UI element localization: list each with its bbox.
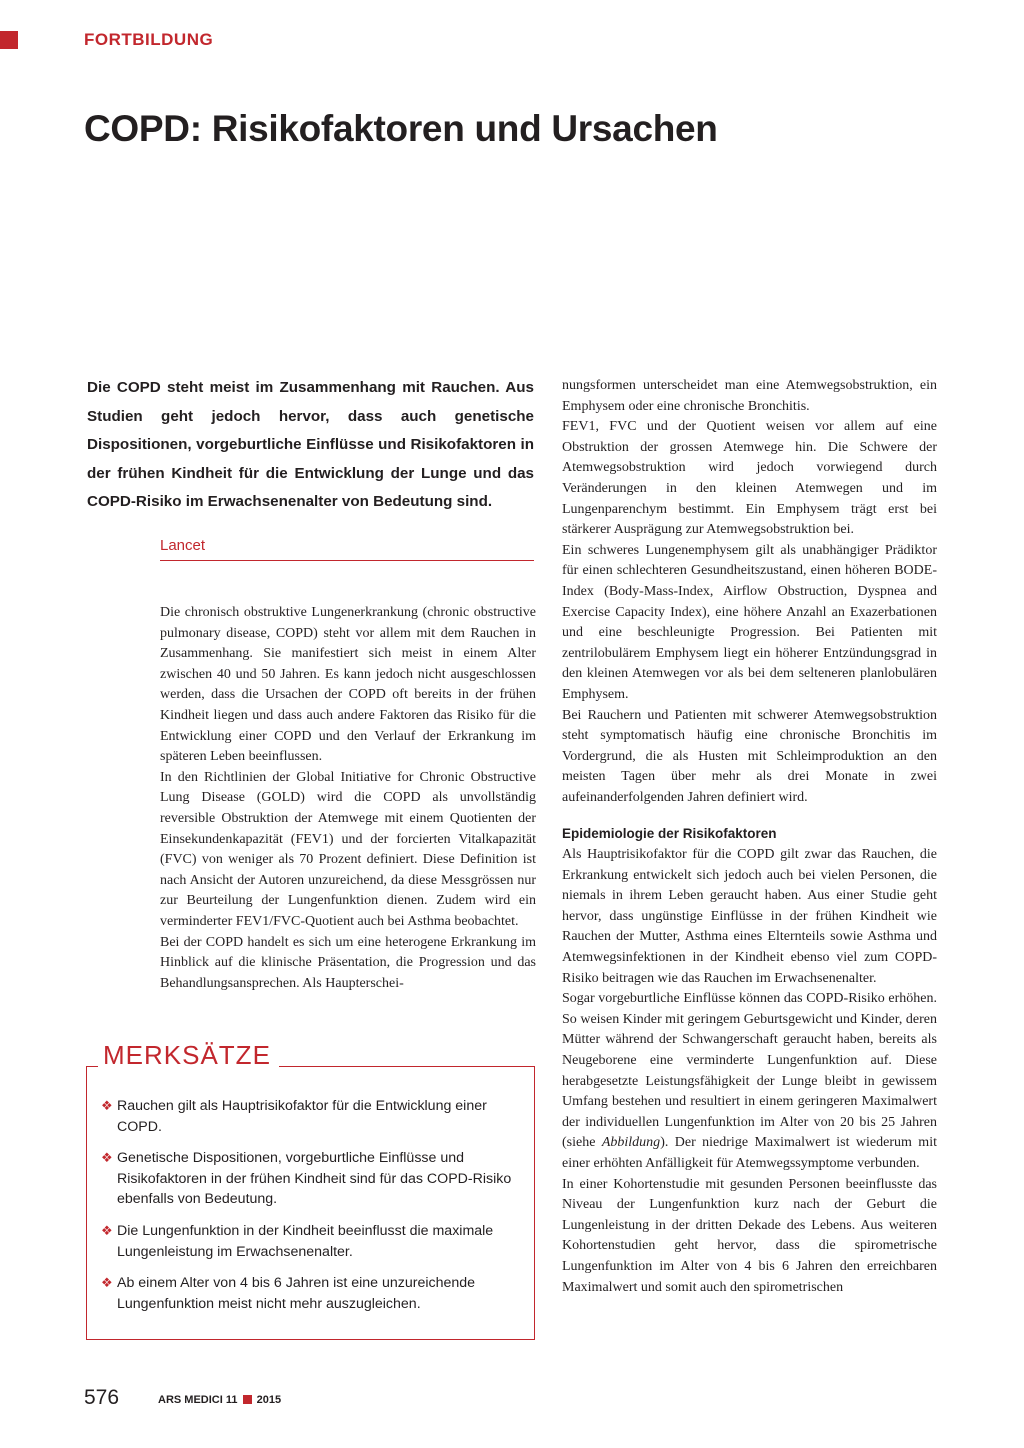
text-run: Sogar vorgeburtliche Einflüsse können das COPD-Risiko erhöhen. So weisen Kinder mit geringem Geburtsgewicht und Kinder, deren Mütter während der Schwangerschaft geraucht haben, bereits als Neugeborene eine verminderte Lungenfunktion auf. Diese herabgesetzte Leistungsfähigkeit der Lunge bleibt in gewissem Umfang bestehen und resultiert in einem geringeren Maximalwert der individuellen Lungenfunktion im Alter von 20 bis 25 Jahren (siehe: [562, 991, 937, 1151]
merksaetze-title: MERKSÄTZE: [98, 1040, 279, 1071]
body-paragraph: Als Hauptrisikofaktor für die COPD gilt zwar das Rauchen, die Erkrankung entwickelt sich jedoch auch bei vielen Personen, die niemals in ihrem Leben geraucht haben. Aus einer Studie geht hervor, dass ungünstige Einflüsse in der frühen Kindheit wie Rauchen der Mutter, Asthma eines Elternteils sowie Asthma und Atemwegsinfektionen in der Kindheit ebenso viel zum COPD-Risiko beitragen wie das Rauchen im Erwachsenenalter.: [562, 847, 937, 986]
page-number: 576: [84, 1386, 120, 1409]
merksatz-item: [101, 1273, 521, 1314]
body-paragraph: Die chronisch obstruktive Lungenerkrankung (chronic obstructive pulmonary disease, COPD) steht vor allem mit dem Rauchen in Zusammenhang. Sie manifestiert sich meist in einem Alter zwischen 40 und 50 Jahren. Es kann jedoch nicht ausgeschlossen werden, dass die Ursachen der COPD oft bereits in der frühen Kindheit liegen und dass auch andere Faktoren das Risiko für die Entwicklung einer COPD und den Verlauf der Erkrankung im späteren Leben beeinflussen.: [160, 605, 536, 765]
footer-journal: [158, 1394, 281, 1406]
section-marker: [0, 31, 18, 49]
subheading: Epidemiologie der Risikofaktoren: [562, 826, 777, 842]
right-column: [562, 376, 937, 1298]
source-label: Lancet: [160, 537, 534, 561]
body-paragraph: FEV1, FVC und der Quotient weisen vor allem auf eine Obstruktion der grossen Atemwege hin. Die Schwere der Atemwegsobstruktion wird jedoch vorwiegend durch Veränderungen in den kleinen Atemwegen und im Lungenparenchym bestimmt. Ein Emphysem trägt erst bei stärkerer Ausprägung zur Atemwegsobstruktion bei.: [562, 419, 937, 538]
body-paragraph: Bei Rauchern und Patienten mit schwerer Atemwegsobstruktion steht symptomatisch häufig eine chronische Bronchitis im Vordergrund, die als Husten mit Schleimproduktion an den meisten Tagen über mehr als drei Monate in zwei aufeinanderfolgenden Jahren definiert wird.: [562, 707, 937, 805]
footer-square-icon: [243, 1395, 252, 1404]
merksaetze-list: [101, 1096, 521, 1325]
journal-name: ARS MEDICI 11: [158, 1394, 238, 1406]
diamond-bullet-icon: ❖: [101, 1098, 113, 1113]
journal-year: 2015: [256, 1394, 282, 1406]
body-paragraph: [562, 989, 937, 1174]
merksatz-text: Die Lungenfunktion in der Kindheit beeinflusst die maximale Lungenleistung im Erwachsenenalter.: [117, 1222, 494, 1260]
body-paragraph: Bei der COPD handelt es sich um eine heterogene Erkrankung im Hinblick auf die klinische Präsentation, die Progression und das Behandlungsansprechen. Als Haupterschei-: [160, 934, 536, 991]
article-title: COPD: Risikofaktoren und Ursachen: [84, 108, 718, 149]
section-label: FORTBILDUNG: [84, 30, 214, 49]
merksatz-item: [101, 1221, 521, 1262]
body-paragraph: In einer Kohortenstudie mit gesunden Personen beeinflusste das Niveau der Lungenfunktion kurz nach der Geburt die Lungenleistung in der dritten Dekade des Lebens. Aus weiteren Kohortenstudien geht hervor, dass die spirometrische Lungenfunktion im Alter von 4 bis 6 Jahren den erreichbaren Maximalwert und somit auch den spirometrischen: [562, 1176, 937, 1295]
merksatz-text: Ab einem Alter von 4 bis 6 Jahren ist eine unzureichende Lungenfunktion meist nicht mehr auszugleichen.: [117, 1275, 476, 1312]
lead-paragraph: Die COPD steht meist im Zusammenhang mit Rauchen. Aus Studien geht jedoch hervor, dass auch genetische Dispositionen, vorgeburtliche Einflüsse und Risikofaktoren in der frühen Kindheit für die Entwicklung der Lunge und das COPD-Risiko im Erwachsenenalter von Bedeutung sind.: [87, 379, 534, 510]
diamond-bullet-icon: ❖: [101, 1222, 113, 1238]
body-paragraph: Ein schweres Lungenemphysem gilt als unabhängiger Prädiktor für einen schlechteren Gesundheitszustand, einen höheren BODE-Index (Body-Mass-Index, Airflow Obstruction, Dyspnea and Exercise Capacity Index), eine höhere Anzahl an Exazerbationen und eine beschleunigte Progression. Bei Patienten mit zentrilobulärem Emphysem liegt ein höherer Entzündungsgrad in den kleinen Atemwegen vor als bei dem selteneren planlobulären Emphysem.: [562, 542, 937, 702]
merksatz-item: [101, 1096, 521, 1137]
figure-reference: Abbildung: [601, 1135, 661, 1151]
diamond-bullet-icon: ❖: [101, 1275, 113, 1291]
merksatz-item: [101, 1148, 521, 1210]
body-paragraph: In den Richtlinien der Global Initiative for Chronic Obstructive Lung Disease (GOLD) wird die COPD als unvollständig reversible Obstruktion der Atemwege mit einem Quotienten der Einsekundenkapazität (FEV1) und der forcierten Vitalkapazität (FVC) von weniger als 70 Prozent definiert. Diese Definition ist nach Ansicht der Autoren unzureichend, da diese Messgrössen nur zur Beurteilung der Lungenfunktion dienen. Zudem wird ein verminderter FEV1/FVC-Quotient auch bei Asthma beobachtet.: [160, 769, 536, 929]
text-run: ). Der niedrige Maximalwert ist wiederum mit einer erhöhten Anfälligkeit für Atemwegssymptome verbunden.: [562, 1135, 937, 1171]
left-column: [160, 603, 536, 994]
body-paragraph: nungsformen unterscheidet man eine Atemwegsobstruktion, ein Emphysem oder eine chronische Bronchitis.: [562, 378, 937, 414]
merksatz-text: Genetische Dispositionen, vorgeburtliche Einflüsse und Risikofaktoren in der frühen Kindheit sind für das COPD-Risiko ebenfalls von Bedeutung.: [117, 1150, 512, 1208]
diamond-bullet-icon: ❖: [101, 1150, 113, 1166]
merksatz-text: Rauchen gilt als Hauptrisikofaktor für die Entwicklung einer COPD.: [117, 1098, 487, 1135]
